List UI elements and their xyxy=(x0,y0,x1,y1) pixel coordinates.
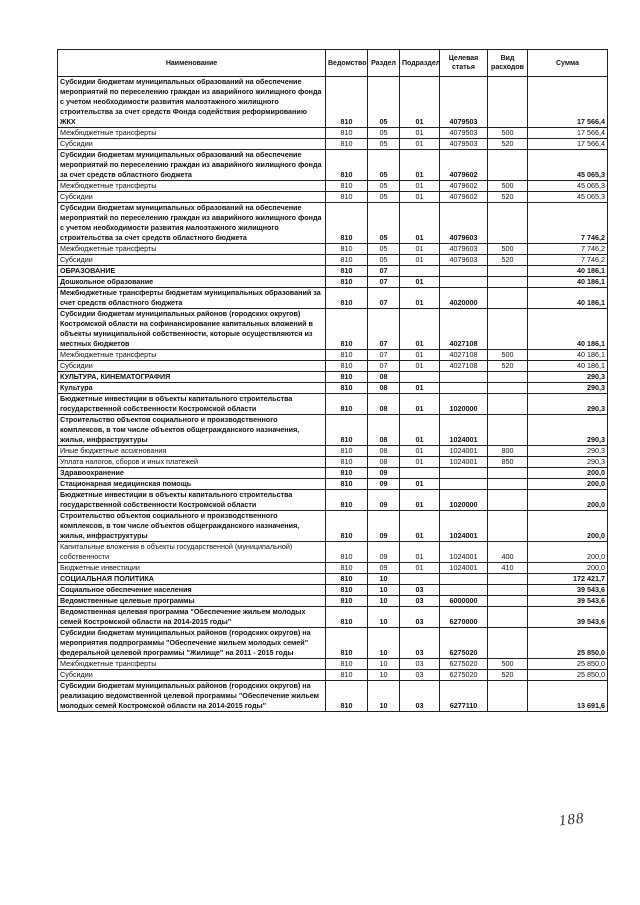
cell-target-item: 4027108 xyxy=(440,361,488,372)
cell-amount: 25 850,0 xyxy=(528,659,608,670)
cell-expense-type xyxy=(488,490,528,511)
cell-name: Строительство объектов социального и производственного комплексов, в том числе объектов общегражданского назначения, жилья, инфраструктуры xyxy=(58,511,326,542)
cell-target-item xyxy=(440,372,488,383)
cell-section: 05 xyxy=(368,255,400,266)
table-row xyxy=(58,457,608,468)
cell-name: Бюджетные инвестиции в объекты капитального строительства государственной собственности Костромской области xyxy=(58,394,326,415)
cell-name: ОБРАЗОВАНИЕ xyxy=(58,266,326,277)
cell-section: 09 xyxy=(368,511,400,542)
cell-section: 05 xyxy=(368,77,400,128)
cell-expense-type xyxy=(488,266,528,277)
table-row xyxy=(58,479,608,490)
table-row xyxy=(58,596,608,607)
cell-name: Межбюджетные трансферты xyxy=(58,659,326,670)
cell-section: 05 xyxy=(368,203,400,244)
cell-expense-type: 520 xyxy=(488,139,528,150)
header-target-item: Целевая статья xyxy=(440,50,488,77)
cell-expense-type xyxy=(488,511,528,542)
table-row xyxy=(58,181,608,192)
cell-target-item: 1020000 xyxy=(440,490,488,511)
cell-section: 05 xyxy=(368,150,400,181)
cell-section: 08 xyxy=(368,415,400,446)
cell-expense-type xyxy=(488,383,528,394)
cell-name: Субсидии бюджетам муниципальных районов (городских округов) на реализацию ведомственной целевой программы "Обеспечение жильем молодых семей Костромской области на 2014-2015 годы" xyxy=(58,681,326,712)
cell-department: 810 xyxy=(326,415,368,446)
cell-section: 08 xyxy=(368,372,400,383)
cell-expense-type: 520 xyxy=(488,361,528,372)
cell-expense-type: 500 xyxy=(488,350,528,361)
table-row xyxy=(58,244,608,255)
cell-subsection: 01 xyxy=(400,277,440,288)
cell-amount: 25 850,0 xyxy=(528,628,608,659)
cell-department: 810 xyxy=(326,457,368,468)
cell-subsection: 01 xyxy=(400,203,440,244)
cell-target-item: 6277110 xyxy=(440,681,488,712)
table-body xyxy=(58,77,608,712)
cell-section: 07 xyxy=(368,277,400,288)
cell-target-item: 1024001 xyxy=(440,542,488,563)
cell-section: 07 xyxy=(368,350,400,361)
cell-amount: 200,0 xyxy=(528,511,608,542)
cell-expense-type xyxy=(488,394,528,415)
cell-department: 810 xyxy=(326,372,368,383)
table-row xyxy=(58,628,608,659)
cell-expense-type: 500 xyxy=(488,244,528,255)
cell-expense-type: 500 xyxy=(488,181,528,192)
cell-amount: 290,3 xyxy=(528,457,608,468)
cell-department: 810 xyxy=(326,139,368,150)
header-name: Наименование xyxy=(58,50,326,77)
cell-target-item: 4027108 xyxy=(440,350,488,361)
cell-department: 810 xyxy=(326,681,368,712)
cell-expense-type xyxy=(488,77,528,128)
cell-amount: 45 065,3 xyxy=(528,181,608,192)
cell-subsection: 01 xyxy=(400,361,440,372)
cell-name: Межбюджетные трансферты xyxy=(58,181,326,192)
cell-target-item xyxy=(440,266,488,277)
cell-section: 08 xyxy=(368,446,400,457)
cell-subsection: 01 xyxy=(400,244,440,255)
cell-subsection: 01 xyxy=(400,415,440,446)
cell-subsection: 01 xyxy=(400,563,440,574)
table-row xyxy=(58,542,608,563)
cell-name: СОЦИАЛЬНАЯ ПОЛИТИКА xyxy=(58,574,326,585)
cell-amount: 290,3 xyxy=(528,383,608,394)
cell-name: Межбюджетные трансферты xyxy=(58,350,326,361)
cell-section: 09 xyxy=(368,563,400,574)
cell-target-item: 1024001 xyxy=(440,457,488,468)
cell-target-item: 4020000 xyxy=(440,288,488,309)
cell-target-item: 4079602 xyxy=(440,181,488,192)
cell-name: Бюджетные инвестиции в объекты капитального строительства государственной собственности Костромской области xyxy=(58,490,326,511)
cell-department: 810 xyxy=(326,563,368,574)
cell-expense-type xyxy=(488,628,528,659)
cell-amount: 200,0 xyxy=(528,468,608,479)
cell-department: 810 xyxy=(326,77,368,128)
cell-expense-type xyxy=(488,607,528,628)
cell-expense-type xyxy=(488,585,528,596)
cell-section: 05 xyxy=(368,181,400,192)
cell-department: 810 xyxy=(326,203,368,244)
cell-subsection: 01 xyxy=(400,255,440,266)
cell-amount: 40 186,1 xyxy=(528,277,608,288)
cell-amount: 13 691,6 xyxy=(528,681,608,712)
cell-department: 810 xyxy=(326,479,368,490)
table-row xyxy=(58,574,608,585)
cell-amount: 40 186,1 xyxy=(528,350,608,361)
cell-department: 810 xyxy=(326,309,368,350)
cell-subsection: 01 xyxy=(400,394,440,415)
cell-expense-type xyxy=(488,203,528,244)
cell-subsection: 03 xyxy=(400,596,440,607)
cell-section: 05 xyxy=(368,139,400,150)
table-row xyxy=(58,192,608,203)
cell-target-item xyxy=(440,479,488,490)
cell-amount: 200,0 xyxy=(528,563,608,574)
cell-target-item xyxy=(440,468,488,479)
cell-expense-type: 520 xyxy=(488,255,528,266)
cell-subsection: 01 xyxy=(400,383,440,394)
cell-department: 810 xyxy=(326,181,368,192)
cell-amount: 290,3 xyxy=(528,446,608,457)
cell-amount: 200,0 xyxy=(528,479,608,490)
table-row xyxy=(58,394,608,415)
cell-name: Межбюджетные трансферты xyxy=(58,244,326,255)
table-row xyxy=(58,681,608,712)
cell-name: Бюджетные инвестиции xyxy=(58,563,326,574)
cell-department: 810 xyxy=(326,659,368,670)
cell-name: Субсидии бюджетам муниципальных образований на обеспечение мероприятий по переселению граждан из аварийного жилищного фонда с учетом необходимости развития малоэтажного жилищного строительства за счет средств Фонда содействия реформированию ЖКХ xyxy=(58,77,326,128)
cell-section: 10 xyxy=(368,659,400,670)
header-subsection: Подраздел xyxy=(400,50,440,77)
cell-expense-type xyxy=(488,277,528,288)
cell-target-item: 1024001 xyxy=(440,563,488,574)
cell-department: 810 xyxy=(326,192,368,203)
cell-target-item: 4027108 xyxy=(440,309,488,350)
cell-department: 810 xyxy=(326,255,368,266)
cell-target-item xyxy=(440,585,488,596)
cell-name: Субсидии xyxy=(58,670,326,681)
cell-department: 810 xyxy=(326,383,368,394)
table-row xyxy=(58,659,608,670)
cell-department: 810 xyxy=(326,542,368,563)
cell-target-item: 6000000 xyxy=(440,596,488,607)
cell-department: 810 xyxy=(326,288,368,309)
cell-amount: 290,3 xyxy=(528,372,608,383)
cell-expense-type xyxy=(488,288,528,309)
cell-expense-type: 500 xyxy=(488,128,528,139)
cell-amount: 45 065,3 xyxy=(528,150,608,181)
cell-amount: 290,3 xyxy=(528,415,608,446)
cell-department: 810 xyxy=(326,277,368,288)
table-row xyxy=(58,128,608,139)
cell-target-item: 4079603 xyxy=(440,203,488,244)
cell-target-item: 1020000 xyxy=(440,394,488,415)
cell-section: 10 xyxy=(368,681,400,712)
cell-name: Субсидии xyxy=(58,192,326,203)
cell-amount: 40 186,1 xyxy=(528,266,608,277)
table-row xyxy=(58,255,608,266)
table-row xyxy=(58,277,608,288)
cell-department: 810 xyxy=(326,350,368,361)
cell-section: 08 xyxy=(368,394,400,415)
cell-subsection: 01 xyxy=(400,490,440,511)
cell-section: 10 xyxy=(368,596,400,607)
cell-amount: 17 566,4 xyxy=(528,77,608,128)
cell-amount: 39 543,6 xyxy=(528,607,608,628)
cell-name: Субсидии бюджетам муниципальных образований на обеспечение мероприятий по переселению граждан из аварийного жилищного фонда с учетом необходимости развития малоэтажного жилищного строительства за счет средств областного бюджета xyxy=(58,203,326,244)
cell-name: Субсидии xyxy=(58,361,326,372)
cell-subsection: 01 xyxy=(400,542,440,563)
cell-department: 810 xyxy=(326,607,368,628)
header-expense-type: Вид расходов xyxy=(488,50,528,77)
table-row xyxy=(58,372,608,383)
cell-target-item: 4079503 xyxy=(440,77,488,128)
table-row xyxy=(58,350,608,361)
cell-subsection: 01 xyxy=(400,150,440,181)
cell-section: 05 xyxy=(368,192,400,203)
cell-name: Субсидии бюджетам муниципальных районов (городских округов) Костромской области на софинансирование капитальных вложений в объекты муниципальной собственности, которые осуществляются из местных бюджетов xyxy=(58,309,326,350)
cell-section: 05 xyxy=(368,128,400,139)
cell-section: 07 xyxy=(368,361,400,372)
cell-amount: 40 186,1 xyxy=(528,361,608,372)
table-row xyxy=(58,288,608,309)
cell-name: Ведомственная целевая программа "Обеспечение жильем молодых семей Костромской области на 2014-2015 годы" xyxy=(58,607,326,628)
cell-target-item: 1024001 xyxy=(440,446,488,457)
cell-name: Стационарная медицинская помощь xyxy=(58,479,326,490)
cell-amount: 25 850,0 xyxy=(528,670,608,681)
cell-target-item: 4079602 xyxy=(440,150,488,181)
cell-subsection: 01 xyxy=(400,511,440,542)
cell-expense-type: 520 xyxy=(488,192,528,203)
cell-name: Межбюджетные трансферты xyxy=(58,128,326,139)
cell-expense-type xyxy=(488,479,528,490)
cell-expense-type: 800 xyxy=(488,446,528,457)
cell-section: 07 xyxy=(368,309,400,350)
cell-subsection: 01 xyxy=(400,350,440,361)
cell-department: 810 xyxy=(326,394,368,415)
cell-section: 10 xyxy=(368,574,400,585)
cell-department: 810 xyxy=(326,361,368,372)
cell-name: Субсидии бюджетам муниципальных образований на обеспечение мероприятий по переселению граждан из аварийного жилищного фонда за счет средств областного бюджета xyxy=(58,150,326,181)
cell-name: КУЛЬТУРА, КИНЕМАТОГРАФИЯ xyxy=(58,372,326,383)
cell-target-item: 4079603 xyxy=(440,255,488,266)
cell-expense-type xyxy=(488,372,528,383)
cell-department: 810 xyxy=(326,150,368,181)
cell-department: 810 xyxy=(326,128,368,139)
cell-department: 810 xyxy=(326,468,368,479)
header-amount: Сумма xyxy=(528,50,608,77)
cell-subsection: 03 xyxy=(400,681,440,712)
cell-department: 810 xyxy=(326,628,368,659)
table-row xyxy=(58,415,608,446)
cell-target-item: 4079503 xyxy=(440,139,488,150)
table-row xyxy=(58,468,608,479)
table-row xyxy=(58,383,608,394)
cell-amount: 290,3 xyxy=(528,394,608,415)
cell-amount: 7 746,2 xyxy=(528,203,608,244)
cell-expense-type xyxy=(488,415,528,446)
cell-subsection xyxy=(400,468,440,479)
cell-target-item: 1024001 xyxy=(440,511,488,542)
table-row xyxy=(58,77,608,128)
page-number: 188 xyxy=(558,810,586,830)
table-row xyxy=(58,139,608,150)
cell-subsection: 03 xyxy=(400,628,440,659)
cell-target-item: 6270000 xyxy=(440,607,488,628)
cell-section: 05 xyxy=(368,244,400,255)
cell-department: 810 xyxy=(326,574,368,585)
table-row xyxy=(58,585,608,596)
cell-name: Субсидии xyxy=(58,255,326,266)
cell-department: 810 xyxy=(326,446,368,457)
cell-amount: 200,0 xyxy=(528,542,608,563)
cell-amount: 172 421,7 xyxy=(528,574,608,585)
cell-target-item: 6275020 xyxy=(440,670,488,681)
cell-section: 10 xyxy=(368,607,400,628)
cell-subsection: 01 xyxy=(400,457,440,468)
cell-section: 08 xyxy=(368,383,400,394)
cell-expense-type xyxy=(488,150,528,181)
cell-target-item: 4079503 xyxy=(440,128,488,139)
cell-expense-type: 400 xyxy=(488,542,528,563)
budget-table xyxy=(57,49,608,712)
header-department: Ведомство xyxy=(326,50,368,77)
cell-name: Субсидии бюджетам муниципальных районов (городских округов) на мероприятия подпрограммы "Обеспечение жильем молодых семей" федеральной целевой программы "Жилище" на 2011 - 2015 годы xyxy=(58,628,326,659)
cell-name: Строительство объектов социального и производственного комплексов, в том числе объектов общегражданского назначения, жилья, инфраструктуры xyxy=(58,415,326,446)
cell-subsection xyxy=(400,372,440,383)
cell-target-item: 1024001 xyxy=(440,415,488,446)
cell-subsection: 03 xyxy=(400,585,440,596)
cell-amount: 39 543,6 xyxy=(528,585,608,596)
cell-subsection: 01 xyxy=(400,446,440,457)
cell-subsection: 01 xyxy=(400,181,440,192)
cell-name: Социальное обеспечение населения xyxy=(58,585,326,596)
cell-department: 810 xyxy=(326,596,368,607)
cell-expense-type: 850 xyxy=(488,457,528,468)
cell-target-item: 6275020 xyxy=(440,628,488,659)
cell-department: 810 xyxy=(326,585,368,596)
table-row xyxy=(58,607,608,628)
cell-department: 810 xyxy=(326,490,368,511)
cell-name: Уплата налогов, сборов и иных платежей xyxy=(58,457,326,468)
cell-target-item: 6275020 xyxy=(440,659,488,670)
cell-amount: 39 543,6 xyxy=(528,596,608,607)
cell-subsection: 01 xyxy=(400,309,440,350)
cell-department: 810 xyxy=(326,670,368,681)
cell-expense-type: 500 xyxy=(488,659,528,670)
table-row xyxy=(58,446,608,457)
cell-target-item xyxy=(440,383,488,394)
cell-subsection: 01 xyxy=(400,77,440,128)
cell-target-item: 4079603 xyxy=(440,244,488,255)
cell-subsection: 01 xyxy=(400,192,440,203)
cell-subsection: 01 xyxy=(400,479,440,490)
cell-section: 10 xyxy=(368,628,400,659)
cell-amount: 200,0 xyxy=(528,490,608,511)
cell-subsection: 03 xyxy=(400,659,440,670)
cell-expense-type xyxy=(488,681,528,712)
cell-expense-type xyxy=(488,309,528,350)
cell-subsection: 03 xyxy=(400,607,440,628)
cell-subsection: 03 xyxy=(400,670,440,681)
cell-section: 07 xyxy=(368,266,400,277)
cell-amount: 40 186,1 xyxy=(528,309,608,350)
cell-amount: 40 186,1 xyxy=(528,288,608,309)
cell-expense-type: 520 xyxy=(488,670,528,681)
cell-subsection xyxy=(400,266,440,277)
table-row xyxy=(58,511,608,542)
cell-target-item xyxy=(440,574,488,585)
cell-amount: 7 746,2 xyxy=(528,244,608,255)
cell-expense-type xyxy=(488,574,528,585)
cell-section: 10 xyxy=(368,670,400,681)
cell-name: Иные бюджетные ассигнования xyxy=(58,446,326,457)
cell-section: 09 xyxy=(368,542,400,563)
cell-name: Здравоохранение xyxy=(58,468,326,479)
table-row xyxy=(58,266,608,277)
cell-section: 09 xyxy=(368,479,400,490)
cell-section: 08 xyxy=(368,457,400,468)
cell-department: 810 xyxy=(326,511,368,542)
table-header-row xyxy=(58,50,608,77)
table-row xyxy=(58,670,608,681)
cell-expense-type xyxy=(488,468,528,479)
table-row xyxy=(58,203,608,244)
table-row xyxy=(58,309,608,350)
cell-department: 810 xyxy=(326,266,368,277)
table-row xyxy=(58,361,608,372)
cell-subsection: 01 xyxy=(400,288,440,309)
cell-expense-type xyxy=(488,596,528,607)
cell-department: 810 xyxy=(326,244,368,255)
cell-subsection: 01 xyxy=(400,139,440,150)
cell-target-item xyxy=(440,277,488,288)
cell-amount: 7 746,2 xyxy=(528,255,608,266)
header-section: Раздел xyxy=(368,50,400,77)
cell-amount: 17 566,4 xyxy=(528,128,608,139)
cell-name: Субсидии xyxy=(58,139,326,150)
cell-name: Межбюджетные трансферты бюджетам муниципальных образований за счет средств областного бюджета xyxy=(58,288,326,309)
cell-name: Капитальные вложения в объекты государственной (муниципальной) собственности xyxy=(58,542,326,563)
cell-section: 09 xyxy=(368,468,400,479)
table-row xyxy=(58,563,608,574)
cell-section: 10 xyxy=(368,585,400,596)
cell-subsection xyxy=(400,574,440,585)
cell-name: Ведомственные целевые программы xyxy=(58,596,326,607)
cell-name: Дошкольное образование xyxy=(58,277,326,288)
table-row xyxy=(58,490,608,511)
cell-amount: 17 566,4 xyxy=(528,139,608,150)
cell-section: 09 xyxy=(368,490,400,511)
cell-section: 07 xyxy=(368,288,400,309)
cell-expense-type: 410 xyxy=(488,563,528,574)
cell-amount: 45 065,3 xyxy=(528,192,608,203)
table-row xyxy=(58,150,608,181)
cell-target-item: 4079602 xyxy=(440,192,488,203)
cell-name: Культура xyxy=(58,383,326,394)
cell-subsection: 01 xyxy=(400,128,440,139)
